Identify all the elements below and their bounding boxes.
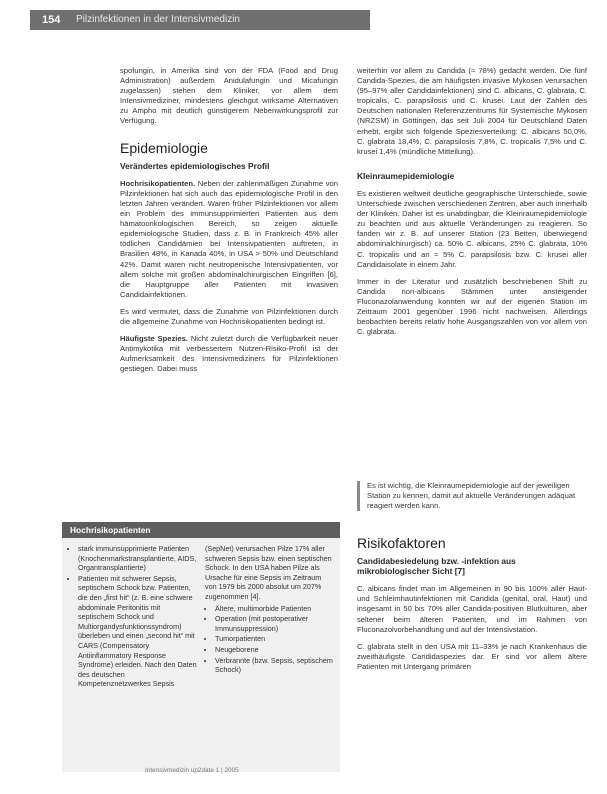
- box-title: Hochrisikopatienten: [62, 522, 340, 538]
- right-column: [357, 66, 587, 344]
- hochrisiko-lead: Hochrisikopatienten.: [120, 178, 196, 188]
- box-sepnet-text: (SepNet) verursachen Pilze 17% aller schweren Sepsis bzw. einen septischen Schock. In den USA haben Pilze als Ursache für eine Sepsis im Zeitraum von 1979 bis 2000 absolut um 207% zugenommen [4].: [205, 544, 332, 601]
- list-item: • Operation (mit postoperativer Immunsuppression): [215, 614, 334, 633]
- shift-paragraph: Immer in der Literatur und zusätzlich beschriebenen Shift zu Candida non-albicans Stämmen unter ansteigender Fluconazolanwendung konnten wir auf der eigenen Station im Zeitraum 2001 gegenüber 1996 nicht nachweisen. Allerdings beobachten bereits relativ hohe Ausgangszahlen von vor allem von C. glabrata.: [357, 276, 587, 337]
- left-column: [120, 66, 338, 381]
- box-col-right: [205, 544, 334, 690]
- box-columns: [62, 538, 340, 690]
- spezies-text: Nicht zuletzt durch die Verfügbarkeit neuer Antimykotika mit verbessertem Nutzen-Risiko-Profil ist der Aufmerksamkeit des Intensivmediziners für Pilzinfektionen gestiegen. Dabei muss: [120, 334, 338, 374]
- list-item: • Verbrannte (bzw. Sepsis, septischem Schock): [215, 656, 334, 675]
- list-item: • Patienten mit schwerer Sepsis, septischem Schock bzw. Patienten, die den „first hit“ (z. B. eine schwere abdominale Peritonitis mit septischem Schock und Multiorgandysfunktionssyndrom) überleben und einen „second hit“ mit CARS (Compensatory Antiinflammatory Response Syndrome) erleiden. Nach den Daten des deutschen Kompetenznetzwerkes Sepsis: [78, 574, 197, 689]
- list-item: • Neugeborene: [215, 645, 334, 655]
- zunahme-paragraph: Es wird vermutet, dass die Zunahme von Pilzinfektionen durch die allgemeine Zunahme von Hochrisikopatienten bedingt ist.: [120, 306, 338, 326]
- list-item: • Ältere, multimorbide Patienten: [215, 604, 334, 614]
- note-callout: Es ist wichtig, die Kleinraumepidemiologie auf der jeweiligen Station zu kennen, damit auf aktuelle Veränderungen adäquat reagiert werden kann.: [357, 481, 595, 511]
- box-list-right: [205, 604, 334, 675]
- list-item: • stark immunsupprimierte Patienten (Knochenmarkstransplantierte, AIDS, Organtransplantierte): [78, 544, 197, 573]
- subheading-kleinraum: Kleinraumepidemiologie: [357, 170, 455, 181]
- subheading-candidabesiedelung: Candidabesiedelung bzw. -infektion aus mikrobiologischer Sicht [7]: [357, 556, 516, 577]
- subheading-verandert: Verändertes epidemiologisches Profil: [120, 160, 270, 171]
- right-column-lower: [357, 535, 587, 679]
- page-number: 154: [42, 14, 61, 26]
- spezies-lead: Häufigste Spezies.: [120, 334, 188, 344]
- chapter-title: Pilzinfektionen in der Intensivmedizin: [76, 14, 240, 25]
- intro-paragraph: spofungin, in Amerika sind von der FDA (Food and Drug Administration) außerdem Anidulafungin und Micafungin zugelassen) stehen dem Kliniker, vor allem dem Intensivmediziner, mindestens gleichgut wirksame Alternativen zu Ampho mit deutlich günstigerem Nebenwirkungsprofil zur Verfügung.: [120, 66, 338, 126]
- glabrata-paragraph: C. glabrata stellt in den USA mit 11–33% je nach Krankenhaus die zweithäufigste Candidaspezies dar. Er sind vor allem ältere Patienten mit Untergang primären: [357, 641, 587, 671]
- hochrisiko-box: [62, 522, 340, 772]
- kleinraum-paragraph: Es existieren weltweit deutliche geographische Unterschiede, sowie Unterschiede zwischen verschiedenen Zentren, aber auch innerhalb der Kliniken. Daher ist es unabdingbar, die Kleinraumepidemiologie zu beachten und aus aktuelle Veränderungen zu reagieren. So fanden wir z. B. auf unserer Station (23 Betten, überwiegend abdominalchirurgisch) ca. 50% C. albicans, 25% C. glabrata, 10% C. tropicalis und an ≈ 5% C. parapsilosis bzw. C. krusei aller Candidaisolate in einem Jahr.: [357, 188, 587, 269]
- hochrisiko-text: Neben der zahlenmäßigen Zunahme von Pilzinfektionen hat sich auch das epidemiologische Profil in den letzten Jahren verändert. Waren früher Pilzinfektionen vor allem ein Problem des immunsupprimierten Patienten aus dem hämatoonkologischen Bereich, so zeigen aktuelle epidemiologische Studien, dass z. B. in Frankreich 45% aller tödlichen Candidämien bei Intensivpatienten auftreten, in Brasilien 48%, in Kanada 40%, in USA > 50% und Deutschland 42%. Damit waren nicht neutropenische Intensivpatienten, vor allem solche mit großen abdominalchirurgischen Eingriffen [6], die Hauptgruppe aller Patienten mit invasiven Candidainfektionen.: [120, 178, 338, 299]
- footer: Intensivmedizin up2date 1 | 2005: [145, 767, 239, 774]
- section-heading-epidemiologie: Epidemiologie: [120, 139, 208, 156]
- box-col-left: [68, 544, 197, 690]
- box-list-left: [68, 544, 197, 689]
- albicans-paragraph: C. albicans findet man im Allgemeinen in 90 bis 100% aller Haut- und Schleimhautinfektionen mit Candida (genital, oral, Haut) und insgesamt in 50 bis 70% aller Candida-positiven Blutkulturen, aber seltener beim älteren Patienten, und im Rahmen von Fluconazolvorbehandlung und auf der Intensivstation.: [357, 584, 587, 634]
- candida-paragraph: weiterhin vor allem zu Candida (≈ 78%) gedacht werden. Die fünf Candida-Spezies, die am häufigsten invasive Mykosen verursachen (95–97% aller Candidainfektionen) sind C. albicans, C. glabrata, C. tropicalis, C. parapsilosis und C. krusei. Laut der Zahlen des Deutschen nationalen Referenzzentrums für Systemische Mykosen (NRZSM) in Göttingen, das seit Juli 2004 für Deutschland Daten erhebt, ergibt sich folgende Speziesverteilung: C. albicans 50,0%, C. glabrata 18,4%, C. parapsilosis 7,8%, C. tropicalis 7,5% und C. krusei 1,4% (mündliche Mitteilung).: [357, 66, 587, 156]
- list-item: • Tumorpatienten: [215, 634, 334, 644]
- spezies-paragraph: [120, 334, 338, 374]
- section-heading-risikofaktoren: Risikofaktoren: [357, 535, 446, 551]
- hochrisiko-paragraph: [120, 179, 338, 300]
